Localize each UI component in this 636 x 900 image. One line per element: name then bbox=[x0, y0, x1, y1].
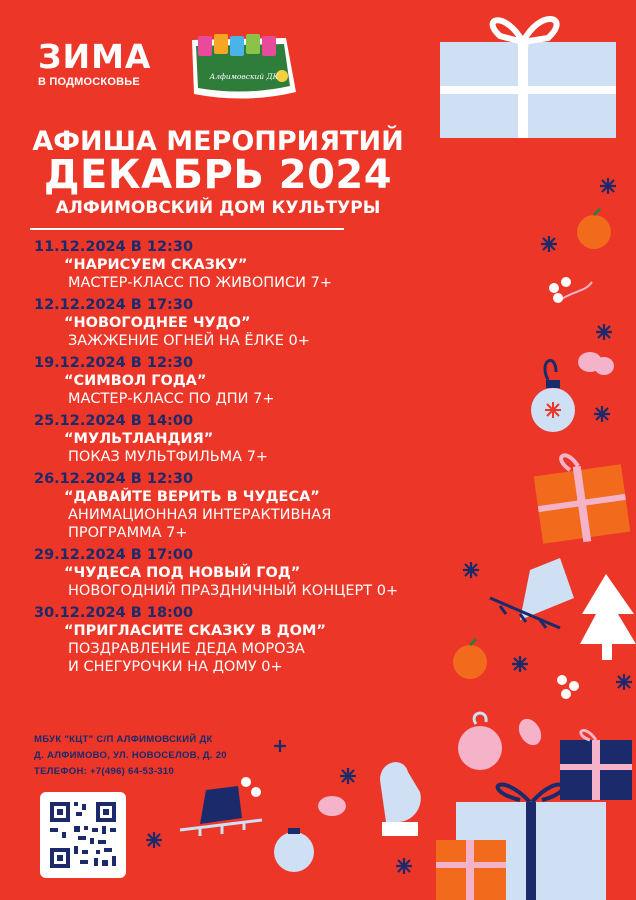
event-description: МАСТЕР-КЛАСС ПО ЖИВОПИСИ 7+ bbox=[68, 275, 332, 291]
title-line-1: АФИША МЕРОПРИЯТИЙ bbox=[32, 126, 404, 157]
event-description: МАСТЕР-КЛАСС ПО ДПИ 7+ bbox=[68, 391, 275, 407]
gift-box-icon bbox=[534, 455, 631, 543]
event-name: “ПРИГЛАСИТЕ СКАЗКУ В ДОМ” bbox=[64, 623, 326, 639]
zima-subtitle: В ПОДМОСКОВЬЕ bbox=[38, 76, 140, 88]
event-date: 29.12.2024 В 17:00 bbox=[34, 547, 194, 563]
event-description: ЗАЖЖЕНИЕ ОГНЕЙ НА ЁЛКЕ 0+ bbox=[68, 333, 310, 349]
event-description: НОВОГОДНИЙ ПРАЗДНИЧНЫЙ КОНЦЕРТ 0+ bbox=[68, 583, 399, 599]
event-name: “ДАВАЙТЕ ВЕРИТЬ В ЧУДЕСА” bbox=[64, 489, 320, 505]
title-line-3: АЛФИМОВСКИЙ ДОМ КУЛЬТУРЫ bbox=[55, 198, 381, 218]
event-name: “МУЛЬТЛАНДИЯ” bbox=[64, 431, 214, 447]
event-date: 11.12.2024 В 12:30 bbox=[34, 239, 194, 255]
event-date: 12.12.2024 В 17:30 bbox=[34, 297, 194, 313]
berries-icon bbox=[241, 277, 592, 797]
event-name: “ЧУДЕСА ПОД НОВЫЙ ГОД” bbox=[64, 565, 301, 581]
event-description: ПОЗДРАВЛЕНИЕ ДЕДА МОРОЗА bbox=[68, 641, 305, 657]
event-date: 19.12.2024 В 12:30 bbox=[34, 355, 194, 371]
event-name: “НОВОГОДНЕЕ ЧУДО” bbox=[64, 315, 251, 331]
event-name: “СИМВОЛ ГОДА” bbox=[64, 373, 207, 389]
footer-org: МБУК "КЦТ" С/П АЛФИМОВСКИЙ ДК bbox=[34, 734, 213, 745]
title-line-2: ДЕКАБРЬ 2024 bbox=[43, 152, 393, 198]
ice-skate-icon bbox=[180, 558, 574, 836]
zima-title: ЗИМА bbox=[38, 37, 152, 76]
event-date: 25.12.2024 В 14:00 bbox=[34, 413, 194, 429]
footer-address: Д. АЛФИМОВО, УЛ. НОВОСЕЛОВ, Д. 20 bbox=[34, 750, 227, 761]
event-description: АНИМАЦИОННАЯ ИНТЕРАКТИВНАЯ bbox=[68, 507, 332, 523]
event-description: ПРОГРАММА 7+ bbox=[68, 525, 188, 541]
footer-phone: ТЕЛЕФОН: +7(496) 64-53-310 bbox=[34, 766, 175, 777]
event-date: 30.12.2024 В 18:00 bbox=[34, 605, 194, 621]
event-name: “НАРИСУЕМ СКАЗКУ” bbox=[64, 257, 248, 273]
mitten-icon bbox=[380, 762, 421, 836]
event-description: ПОКАЗ МУЛЬТФИЛЬМА 7+ bbox=[68, 449, 269, 465]
dk-logo-text: Алфимовский ДК bbox=[209, 72, 279, 81]
gift-box-icon bbox=[440, 19, 616, 138]
christmas-tree-icon bbox=[580, 574, 636, 660]
event-date: 26.12.2024 В 12:30 bbox=[34, 471, 194, 487]
event-description: И СНЕГУРОЧКИ НА ДОМУ 0+ bbox=[68, 659, 283, 675]
